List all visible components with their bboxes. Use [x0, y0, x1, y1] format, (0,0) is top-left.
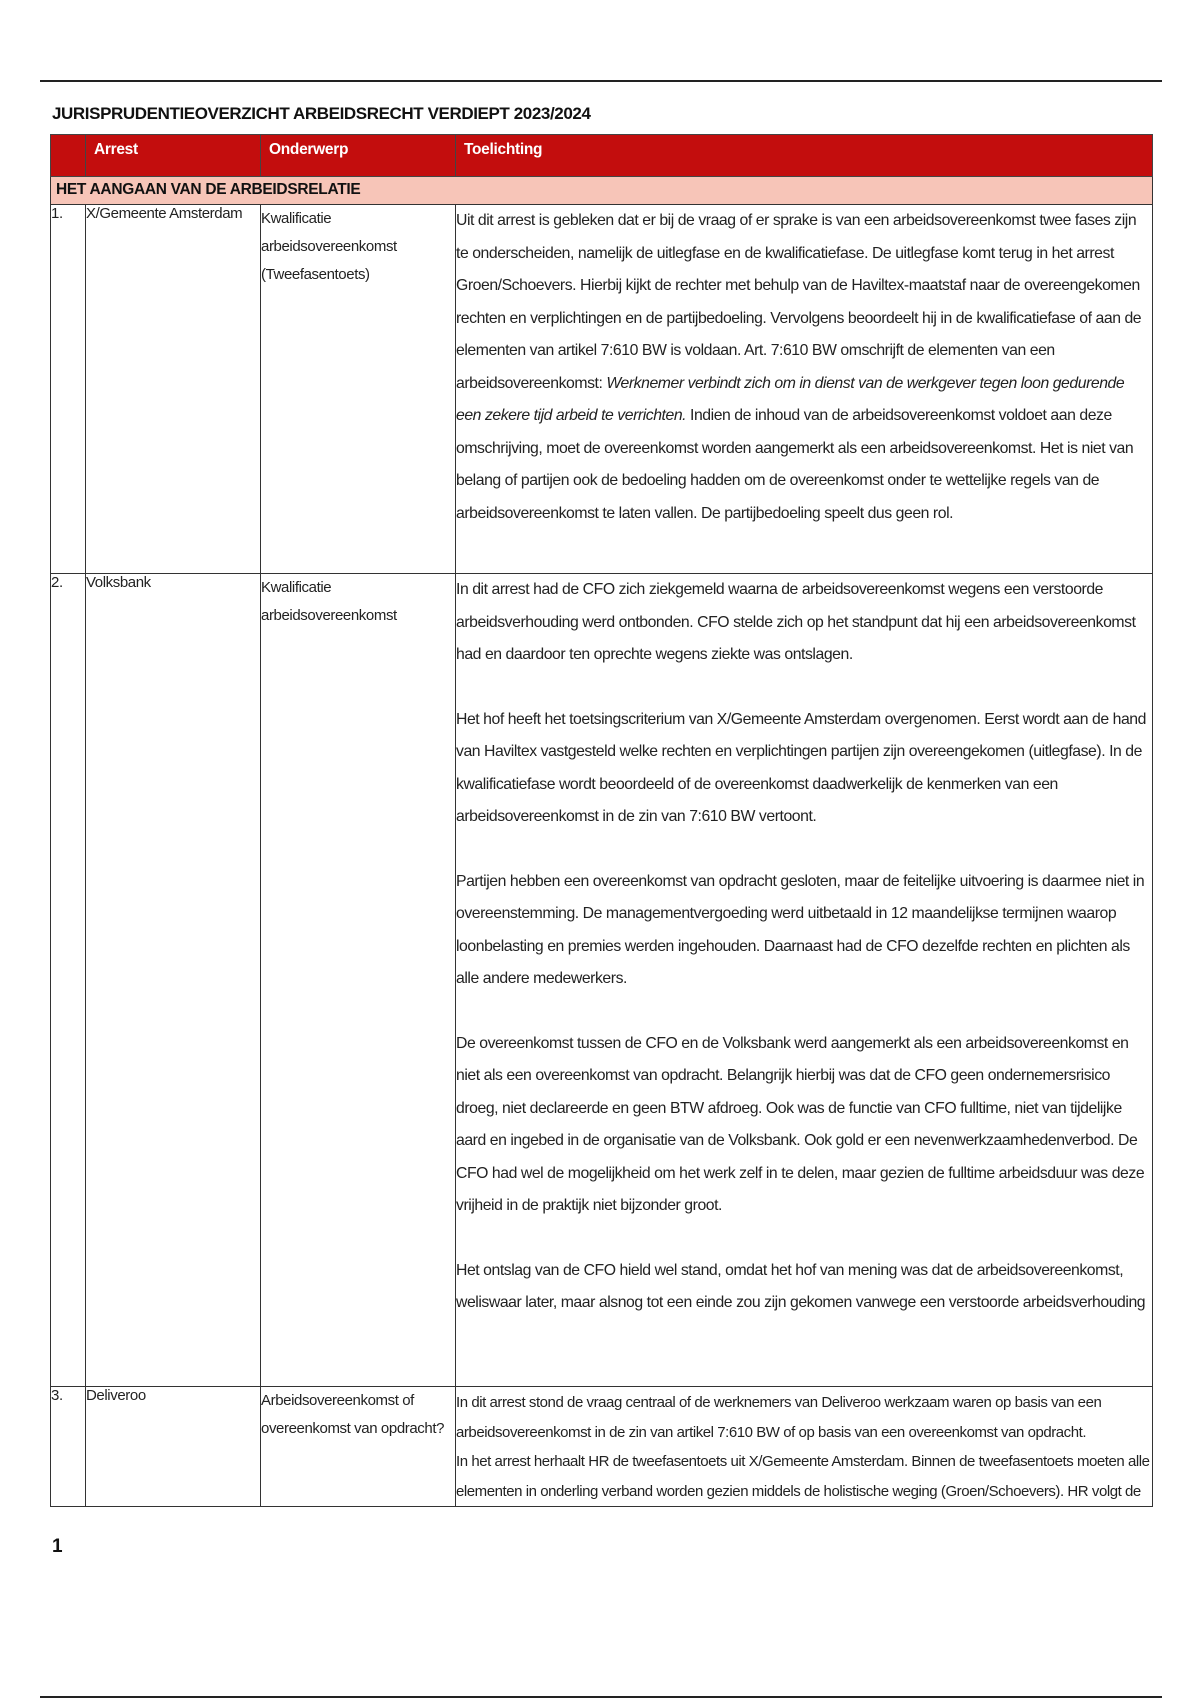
header-number — [51, 135, 86, 177]
header-arrest: Arrest — [86, 135, 261, 177]
onderwerp-cell — [261, 1387, 456, 1507]
table-header-row — [51, 135, 1153, 177]
toelichting-paragraph: In dit arrest stond de vraag centraal of de werknemers van Deliveroo werkzaam waren op basis van een arbeidsovereenkomst in de zin van artikel 7:610 BW of op basis van een overeenkomst van opdracht. — [456, 1394, 1102, 1441]
row-number: 2. — [51, 574, 86, 1387]
toelichting-quote: Werknemer verbindt zich om in dienst van de werkgever tegen loon gedurende een zekere tijd arbeid te verrichten. — [456, 374, 1125, 424]
onderwerp-line: arbeidsovereenkomst — [261, 238, 397, 255]
onderwerp-line: arbeidsovereenkomst — [261, 607, 397, 624]
bottom-rule — [40, 1696, 1162, 1698]
jurisprudence-table — [50, 134, 1153, 1507]
toelichting-cell — [456, 1387, 1153, 1507]
toelichting-paragraph — [456, 205, 1152, 530]
table-row — [51, 574, 1153, 1387]
document-title: JURISPRUDENTIEOVERZICHT ARBEIDSRECHT VERDIEPT 2023/2024 — [52, 104, 591, 123]
arrest-name: Deliveroo — [86, 1387, 261, 1507]
toelichting-paragraph: In het arrest herhaalt HR de tweefasentoets uit X/Gemeente Amsterdam. Binnen de tweefasentoets moeten alle elementen in onderling verband worden gezien middels de holistische weging (Groen/Schoevers). HR volgt de — [456, 1453, 1150, 1500]
toelichting-paragraph: In dit arrest had de CFO zich ziekgemeld waarna de arbeidsovereenkomst wegens een verstoorde arbeidsverhouding werd ontbonden. CFO stelde zich op het standpunt dat hij een arbeidsovereenkomst had en daardoor ten oprechte wegens ziekte was ontslagen. — [456, 581, 1136, 663]
arrest-name: X/Gemeente Amsterdam — [86, 205, 261, 574]
row-number: 3. — [51, 1387, 86, 1507]
toelichting-paragraph: Partijen hebben een overeenkomst van opdracht gesloten, maar de feitelijke uitvoering is daarmee niet in overeenstemming. De managementvergoeding werd uitbetaald in 12 maandelijkse termijnen waarop loonbelasting en premies werden ingehouden. Daarnaast had de CFO dezelfde rechten en plichten als alle andere medewerkers. — [456, 872, 1145, 987]
toelichting-cell — [456, 205, 1153, 574]
row-number: 1. — [51, 205, 86, 574]
top-rule — [40, 80, 1162, 82]
toelichting-text: Indien de inhoud van de arbeidsovereenkomst voldoet aan deze omschrijving, moet de overeenkomst worden aangemerkt als een arbeidsovereenkomst. Het is niet van belang of partijen ook de bedoeling hadden om de overeenkomst onder te wettelijke regels van de arbeidsovereenkomst te laten vallen. De partijbedoeling speelt dus geen rol. — [456, 407, 1134, 522]
section-row — [51, 177, 1153, 205]
onderwerp-line: Arbeidsovereenkomst of — [261, 1392, 414, 1409]
header-toelichting: Toelichting — [456, 135, 1153, 177]
table-row — [51, 1387, 1153, 1507]
onderwerp-cell — [261, 205, 456, 574]
page-number: 1 — [52, 1536, 63, 1557]
arrest-name: Volksbank — [86, 574, 261, 1387]
toelichting-text: Uit dit arrest is gebleken dat er bij de vraag of er sprake is van een arbeidsovereenkomst twee fases zijn te onderscheiden, namelijk de uitlegfase en de kwalificatiefase. De uitlegfase komt terug in het arrest Groen/Schoevers. Hierbij kijkt de rechter met behulp van de Haviltex-maatstaf naar de overeengekomen rechten en verplichtingen en de partijbedoeling. Vervolgens beoordeelt hij in de kwalificatiefase of aan de elementen van artikel 7:610 BW is voldaan. Art. 7:610 BW omschrijft de elementen van een arbeidsovereenkomst: — [456, 212, 1142, 392]
toelichting-cell — [456, 574, 1153, 1387]
section-title: HET AANGAAN VAN DE ARBEIDSRELATIE — [51, 177, 1153, 205]
table-row — [51, 205, 1153, 574]
toelichting-paragraph: De overeenkomst tussen de CFO en de Volksbank werd aangemerkt als een arbeidsovereenkomst en niet als een overeenkomst van opdracht. Belangrijk hierbij was dat de CFO geen ondernemersrisico droeg, niet declareerde en geen BTW afdroeg. Ook was de functie van CFO fulltime, niet van tijdelijke aard en ingebed in de organisatie van de Volksbank. Ook gold er een nevenwerkzaamhedenverbod. De CFO had wel de mogelijkheid om het werk zelf in te delen, maar gezien de fulltime arbeidsduur was deze vrijheid in de praktijk niet bijzonder groot. — [456, 1034, 1145, 1214]
onderwerp-line: Kwalificatie — [261, 579, 332, 596]
header-onderwerp: Onderwerp — [261, 135, 456, 177]
toelichting-paragraph: Het hof heeft het toetsingscriterium van X/Gemeente Amsterdam overgenomen. Eerst wordt aan de hand van Haviltex vastgesteld welke rechten en verplichtingen partijen zijn overeengekomen (uitlegfase). In de kwalificatiefase wordt beoordeeld of de overeenkomst daadwerkelijk de kenmerken van een arbeidsovereenkomst in de zin van 7:610 BW vertoont. — [456, 710, 1146, 825]
onderwerp-cell — [261, 574, 456, 1387]
onderwerp-line: overeenkomst van opdracht? — [261, 1420, 445, 1437]
onderwerp-line: Kwalificatie — [261, 210, 332, 227]
onderwerp-line: (Tweefasentoets) — [261, 266, 370, 283]
toelichting-paragraph: Het ontslag van de CFO hield wel stand, omdat het hof van mening was dat de arbeidsovereenkomst, weliswaar later, maar alsnog tot een einde zou zijn gekomen vanwege een verstoorde arbeidsverhouding — [456, 1261, 1146, 1311]
